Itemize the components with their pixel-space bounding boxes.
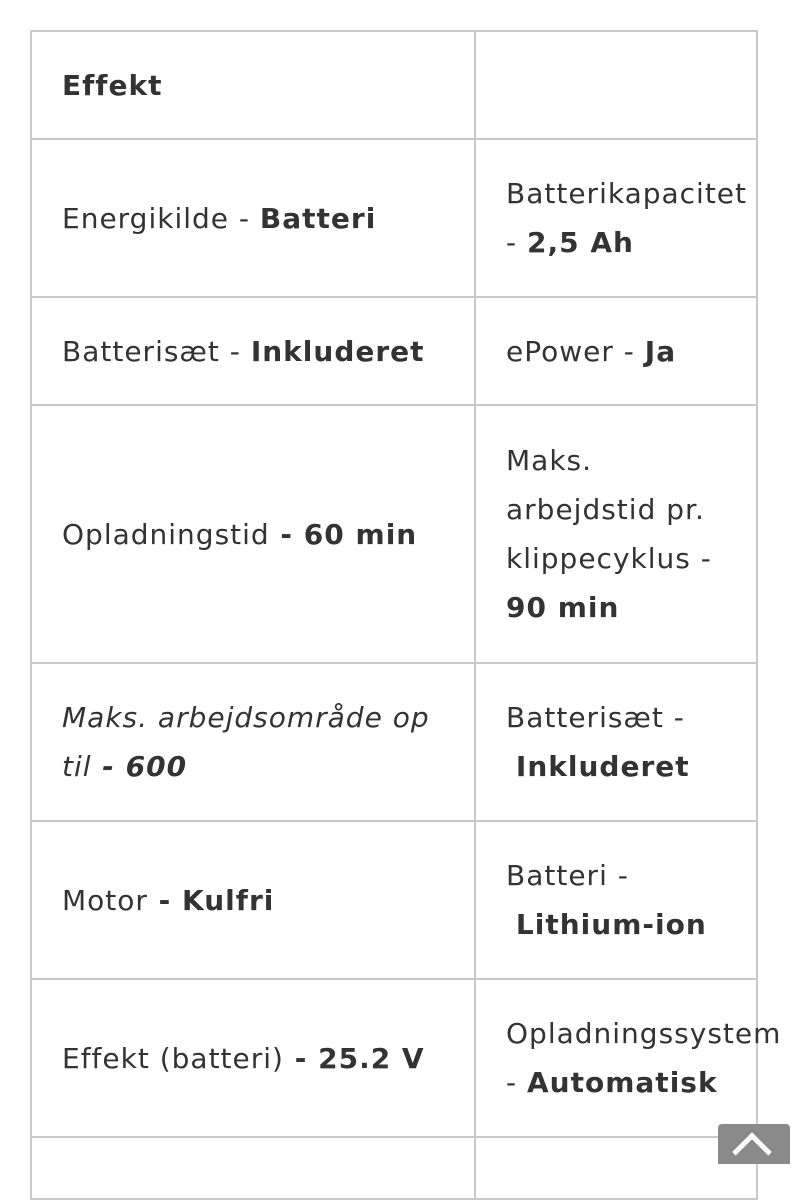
header-label: Effekt: [62, 68, 163, 102]
table-row: [31, 821, 757, 979]
cell-label: Opladningssystem: [506, 1017, 782, 1050]
cell-value: Inkluderet: [515, 750, 690, 783]
table-cell: [475, 139, 757, 297]
cell-value: - Kulfri: [147, 883, 275, 917]
cell-value: Ja: [644, 334, 677, 368]
table-row: [31, 405, 757, 663]
table-cell: [31, 979, 475, 1137]
table-cell: [31, 663, 475, 821]
table-row: [31, 31, 757, 139]
cell-value: - 60 min: [269, 517, 418, 551]
cell-value: 90 min: [506, 591, 620, 624]
spec-table: [30, 30, 782, 1200]
cell-value: Lithium-ion: [515, 908, 707, 941]
table-row: [31, 297, 757, 405]
cell-label: Effekt (batteri): [62, 1041, 284, 1075]
table-row: [31, 139, 757, 297]
table-row: [31, 979, 757, 1137]
cell-value: 2,5 Ah: [527, 226, 634, 259]
cell-label: Maks. arbejdstid pr. klippecyklus -: [506, 444, 712, 575]
table-cell: [31, 405, 475, 663]
cell-value: Inkluderet: [250, 334, 425, 368]
table-cell: [475, 663, 757, 821]
cell-label: Batterisæt -: [62, 334, 251, 368]
cell-value: Automatisk: [527, 1066, 718, 1099]
cell-separator: -: [506, 226, 528, 259]
table-cell: [31, 821, 475, 979]
header-cell: [31, 31, 475, 139]
table-cell: [475, 1137, 757, 1199]
cell-label: Batteri -: [506, 859, 629, 892]
table-cell: [475, 297, 757, 405]
table-row: [31, 1137, 757, 1199]
cell-value: Batteri: [259, 201, 377, 235]
scroll-to-top-button[interactable]: [718, 1124, 790, 1164]
table-cell: [475, 821, 757, 979]
cell-label: ePower -: [506, 334, 645, 368]
cell-label: Opladningstid: [62, 517, 270, 551]
header-cell-empty: [475, 31, 757, 139]
cell-label: Maks. arbejdsområde op til: [62, 701, 430, 783]
table-cell: [31, 297, 475, 405]
table-cell: [31, 1137, 475, 1199]
table-cell: [31, 139, 475, 297]
table-cell: [475, 979, 782, 1137]
cell-label: Motor: [62, 883, 148, 917]
cell-value: - 25.2 V: [283, 1041, 425, 1075]
cell-label: Energikilde -: [62, 201, 260, 235]
table-row: [31, 663, 757, 821]
cell-label: Batterikapacitet: [506, 177, 748, 210]
cell-separator: -: [506, 1066, 528, 1099]
table-cell: [475, 405, 757, 663]
cell-label: Batterisæt -: [506, 701, 685, 734]
cell-value: - 600: [91, 750, 188, 783]
